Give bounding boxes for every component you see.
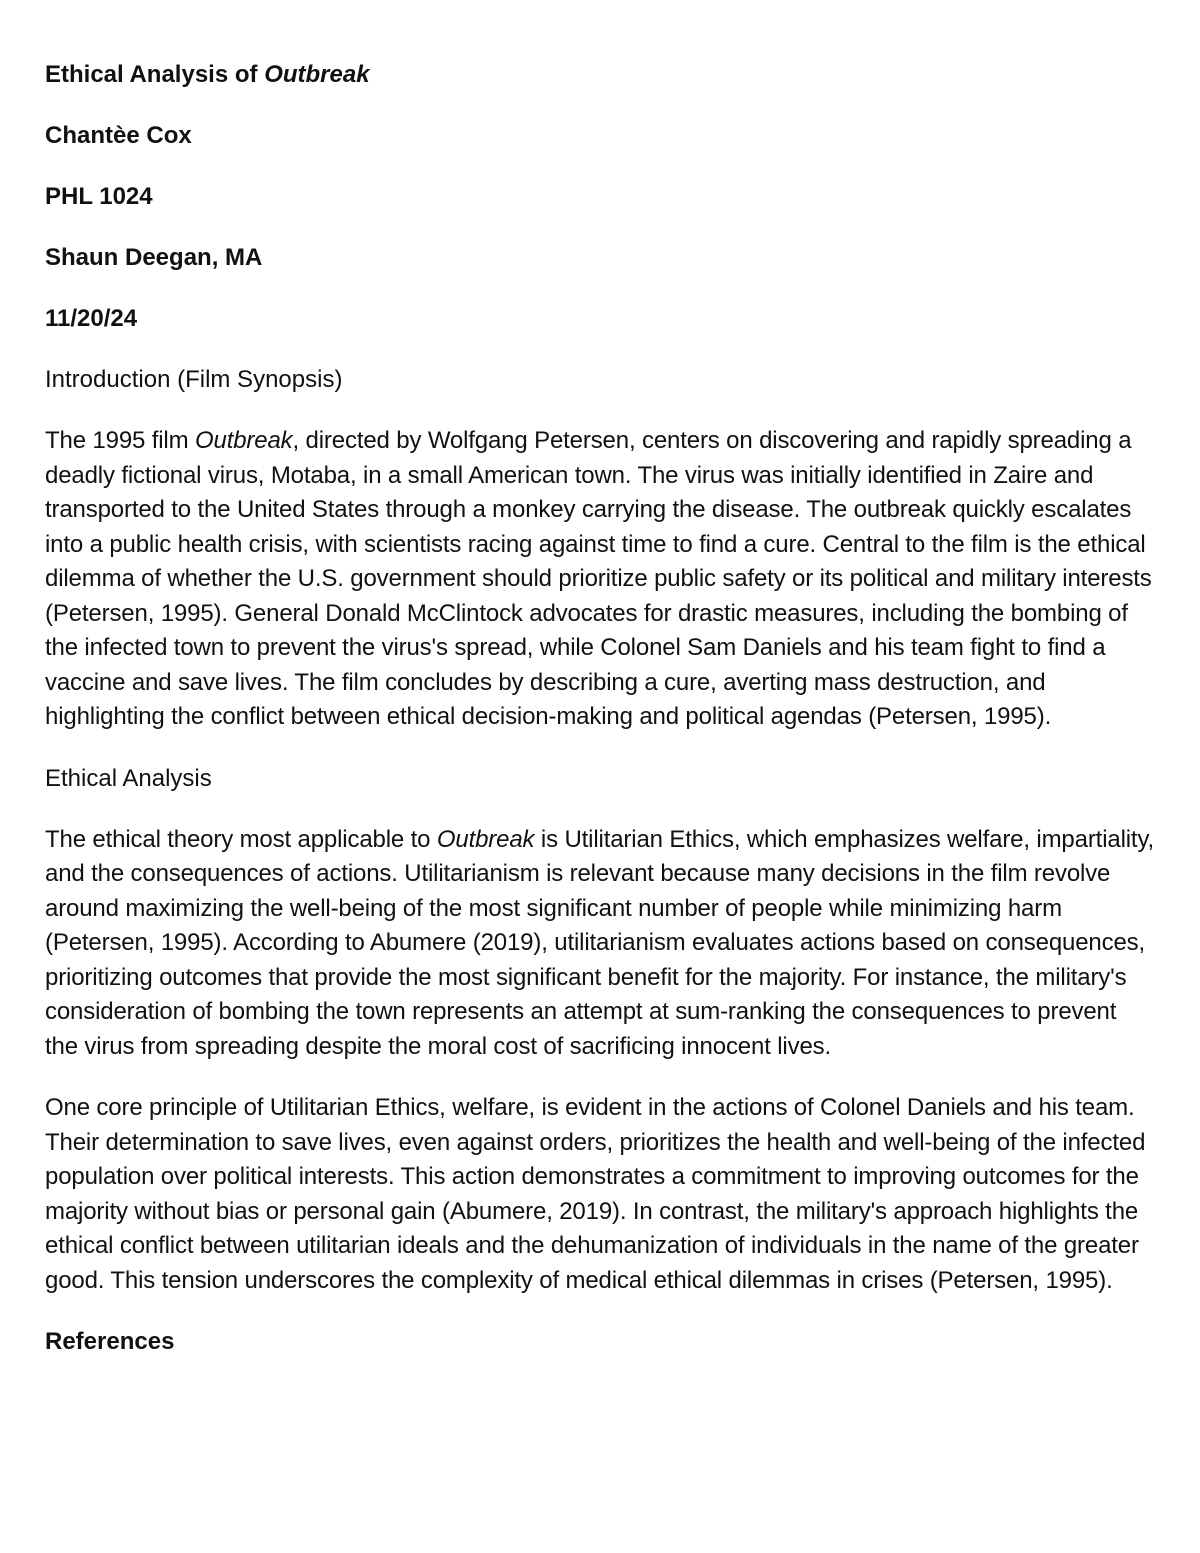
ethics-text-start: The ethical theory most applicable to [45,825,437,853]
ethics-paragraph-1 [45,823,1155,1065]
intro-text-start: The 1995 film [45,427,195,454]
document-page [45,58,1155,1359]
document-date: 11/20/24 [45,305,138,332]
intro-heading: Introduction (Film Synopsis) [45,366,343,393]
document-title [45,58,1155,92]
ethics-text-rest: is Utilitarian Ethics, which emphasizes welfare, impartiality, and the consequences of actions. Utilitarianism is relevant because many decisions in the film revolve around maximizing the well-being of the most significant number of people while minimizing harm (Petersen, 1995). According to Abumere (2019), utilitarianism evaluates actions based on consequences, prioritizing outcomes that provide the most significant benefit for the majority. For instance, the military's consideration of bombing the town represents an attempt at sum-ranking the consequences to prevent the virus from spreading despite the moral cost of sacrificing innocent lives. [45,825,1155,1060]
intro-paragraph [45,424,1155,735]
ethics-paragraph-2: One core principle of Utilitarian Ethics, welfare, is evident in the actions of Colonel Daniels and his team. Their determination to save lives, even against orders, prioritizes the health and well-being of the infected population over political interests. This action demonstrates a commitment to improving outcomes for the majority without bias or personal gain (Abumere, 2019). In contrast, the military's approach highlights the ethical conflict between utilitarian ideals and the dehumanization of individuals in the name of the greater good. This tension underscores the complexity of medical ethical dilemmas in crises (Petersen, 1995). [45,1094,1146,1294]
intro-text-rest: , directed by Wolfgang Petersen, centers on discovering and rapidly spreading a deadly fictional virus, Motaba, in a small American town. The virus was initially identified in Zaire and transported to the United States through a monkey carrying the disease. The outbreak quickly escalates into a public health crisis, with scientists racing against time to find a cure. Central to the film is the ethical dilemma of whether the U.S. government should prioritize public safety or its political and military interests (Petersen, 1995). General Donald McClintock advocates for drastic measures, including the bombing of the infected town to prevent the virus's spread, while Colonel Sam Daniels and his team fight to find a vaccine and save lives. The film concludes by describing a cure, averting mass destruction, and highlighting the conflict between ethical decision-making and political agendas (Petersen, 1995). [45,427,1152,730]
ethics-heading: Ethical Analysis [45,764,212,792]
title-film-name: Outbreak [264,61,370,88]
course-code: PHL 1024 [45,183,153,210]
references-heading: References [45,1328,175,1355]
title-text: Ethical Analysis of [45,61,265,88]
intro-film-name: Outbreak [194,427,293,454]
instructor-name: Shaun Deegan, MA [45,244,263,271]
ethics-film-name: Outbreak [436,825,535,853]
author-name: Chantèe Cox [45,122,192,149]
